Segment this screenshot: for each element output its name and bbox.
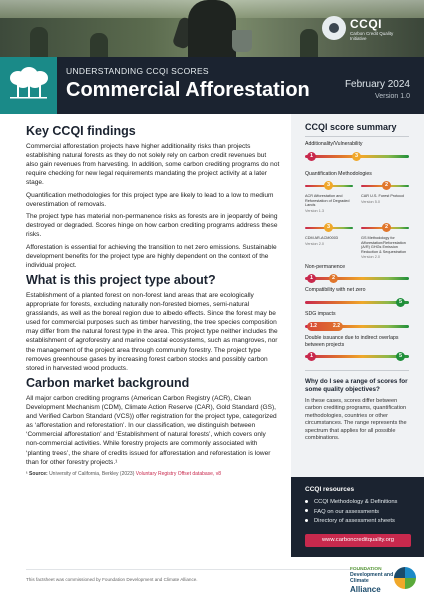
paragraph: Afforestation is essential for achieving the transition to net zero emissions. Sustainable development benefits for the project type are highly dependent on the context of the individual project.	[26, 243, 277, 269]
why-answer: In these cases, scores differ between carbon crediting programs, quantification methodologies, countries or other circumstances. The range represents the spectrum that applies for all possible combinations.	[305, 398, 407, 442]
resources-title: CCQI resources	[305, 486, 355, 493]
hero-tree	[300, 29, 318, 57]
overline: UNDERSTANDING CCQI SCORES	[66, 66, 209, 76]
trees-icon	[7, 67, 50, 103]
source-text: University of California, Berkley (2023)	[49, 470, 135, 477]
fdca-logo-line1: FOUNDATION	[350, 567, 382, 572]
score-summary-title: CCQI score summary	[305, 122, 397, 132]
permanence-label: Non-permanence	[305, 264, 346, 270]
fdca-logo[interactable]	[350, 565, 420, 597]
heading-carbon-market: Carbon market background	[26, 376, 190, 390]
sdg-score-low: 1.2	[310, 323, 317, 329]
globe-icon	[394, 567, 416, 589]
additionality-score-low: 1	[307, 152, 316, 161]
permanence-score-high: 2	[329, 274, 338, 283]
quant-name-cdm: CDM AR-ACM0003	[305, 236, 338, 240]
sdg-range-pill	[307, 322, 343, 331]
hero-tree	[90, 33, 108, 57]
double-issuance-label: Double issuance due to indirect overlaps between projects	[305, 335, 399, 348]
score-range-explanation	[305, 378, 413, 442]
bullet-icon	[305, 519, 308, 522]
quantification-label: Quantification Methodologies	[305, 171, 372, 177]
heading-project-type: What is this project type about?	[26, 272, 216, 287]
double-issuance-score-high: 5	[396, 352, 405, 361]
source-label: ¹ Source:	[26, 470, 48, 477]
version-label: Version 1.0	[374, 93, 410, 100]
netzero-label: Compatibility with net zero	[305, 287, 366, 293]
quant-name-car: CAR U.S. Forest Protocol	[361, 194, 405, 198]
resource-link-directory[interactable]	[305, 517, 397, 527]
footer-divider	[26, 569, 374, 570]
double-issuance-score-low: 1	[307, 352, 316, 361]
sdg-score-high: 2.2	[333, 323, 340, 329]
quant-version-car: Version 5.0	[361, 200, 380, 204]
quant-score-car: 2	[382, 181, 391, 190]
quant-score-cdm: 3	[324, 223, 333, 232]
resource-label: FAQ on our assessments	[314, 508, 380, 515]
hero-person	[188, 0, 236, 57]
additionality-score-high: 3	[352, 152, 361, 161]
publication-date: February 2024	[344, 79, 410, 90]
resource-label: Directory of assessment sheets	[314, 518, 395, 524]
paragraph: Establishment of a planted forest on non-forest land areas that are ecologically appropriate for forests, excluding naturally non-forested biomes, semi-natural grasslands, as well as the boreal region due to albedo effects. Since the forest may be used for commercial purposes such as timber harvesting, the tree species composition may differ from the natural forest type in the area. This project type neither includes the establishment of agroforestry and marine coastal ecosystems, such as mangroves, nor the management of the project area through community forestry. The project type removes greenhouse gases by increasing forest carbon stocks and possibly carbon stored in harvested wood products.	[26, 291, 278, 372]
resource-label: CCQI Methodology & Definitions	[314, 499, 398, 505]
paragraph: The project type has material non-permanence risks as forests are in jeopardy of being destroyed or degraded. Scores hinge on how carbon crediting programs address these risks.	[26, 213, 278, 239]
title-banner	[0, 57, 424, 114]
resource-link-methodology[interactable]	[305, 498, 397, 508]
sdg-label: SDG impacts	[305, 311, 336, 317]
quant-version-gs: Version 2.0	[361, 255, 380, 259]
heading-key-findings: Key CCQI findings	[26, 124, 136, 138]
hero-bucket	[232, 30, 252, 52]
resources-list	[305, 498, 397, 527]
quant-version-acr: Version 1.3	[305, 209, 324, 213]
main-content	[26, 122, 280, 477]
paragraph: All major carbon crediting programs (American Carbon Registry (ACR), Clean Development Mechanism (CDM), Climate Action Reserve (CAR), Gold Standard (GS), and Verified Carbon Standard (VCS)) offer registration for the project type, categorized as ‘afforestation and reforestation’. In our classification, we distinguish between ‘Commercial afforestation’ and ‘Establishment of natural forests’, which covers only non-commercial activities. While forestry projects are commonly associated with ‘planting trees’, the share of credits issued for afforestation and reforestation is lower than for other forestry projects.¹	[26, 395, 277, 466]
divider	[305, 136, 409, 137]
quant-name-acr: ACR Afforestation and Reforestation of Degraded Lands	[305, 194, 350, 208]
resource-link-faq[interactable]	[305, 508, 397, 518]
fdca-logo-line2: Development and Climate	[350, 572, 394, 584]
website-button[interactable]: www.carboncreditquality.org	[305, 534, 411, 547]
ccqi-logo-subtitle: Carbon Credit Quality Initiative	[350, 31, 394, 41]
netzero-scale	[305, 301, 409, 304]
bullet-icon	[305, 500, 308, 503]
quant-score-acr: 3	[324, 181, 333, 190]
hero-tree	[30, 27, 48, 57]
bullet-icon	[305, 509, 308, 512]
divider	[305, 370, 409, 371]
hero-photo	[0, 0, 424, 57]
quant-version-cdm: Version 2.0	[305, 242, 324, 246]
permanence-score-low: 1	[307, 274, 316, 283]
page-title: Commercial Afforestation	[66, 79, 310, 101]
footer-credit: This factsheet was commissioned by Foundation Development and Climate Alliance.	[26, 577, 198, 582]
ccqi-logo-name: CCQI	[350, 17, 382, 31]
resources-panel	[291, 477, 424, 557]
ccqi-logo-icon	[322, 16, 346, 40]
quant-name-gs: GS Methodology for Afforestation/Reforestation (A/R) GHGs Emission Reduction & Sequestration	[361, 236, 407, 254]
permanence-scale	[305, 277, 409, 280]
source-link[interactable]: Voluntary Registry Offset database, v8	[135, 470, 221, 477]
why-question: Why do I see a range of scores for some quality objectives?	[305, 378, 408, 393]
paragraph: Quantification methodologies for this project type are likely to lead to a low to medium overestimation of removals.	[26, 191, 274, 208]
netzero-score: 5	[396, 298, 405, 307]
double-issuance-scale	[305, 355, 409, 358]
fdca-logo-line3: Alliance	[350, 585, 381, 594]
quant-score-gs: 2	[382, 223, 391, 232]
project-type-badge	[0, 57, 57, 114]
ccqi-logo[interactable]	[322, 16, 414, 46]
source-footnote	[26, 471, 280, 477]
additionality-label: Additionality/Vulnerability	[305, 141, 363, 147]
paragraph: Commercial afforestation projects have higher additionality risks than projects establishing natural forests as they do not solely rely on carbon credit revenues but also gain revenues from harvesting. In addition, some carbon crediting programs do not require checking for new legal requirements mandating the project activity at a later stage.	[26, 143, 280, 187]
